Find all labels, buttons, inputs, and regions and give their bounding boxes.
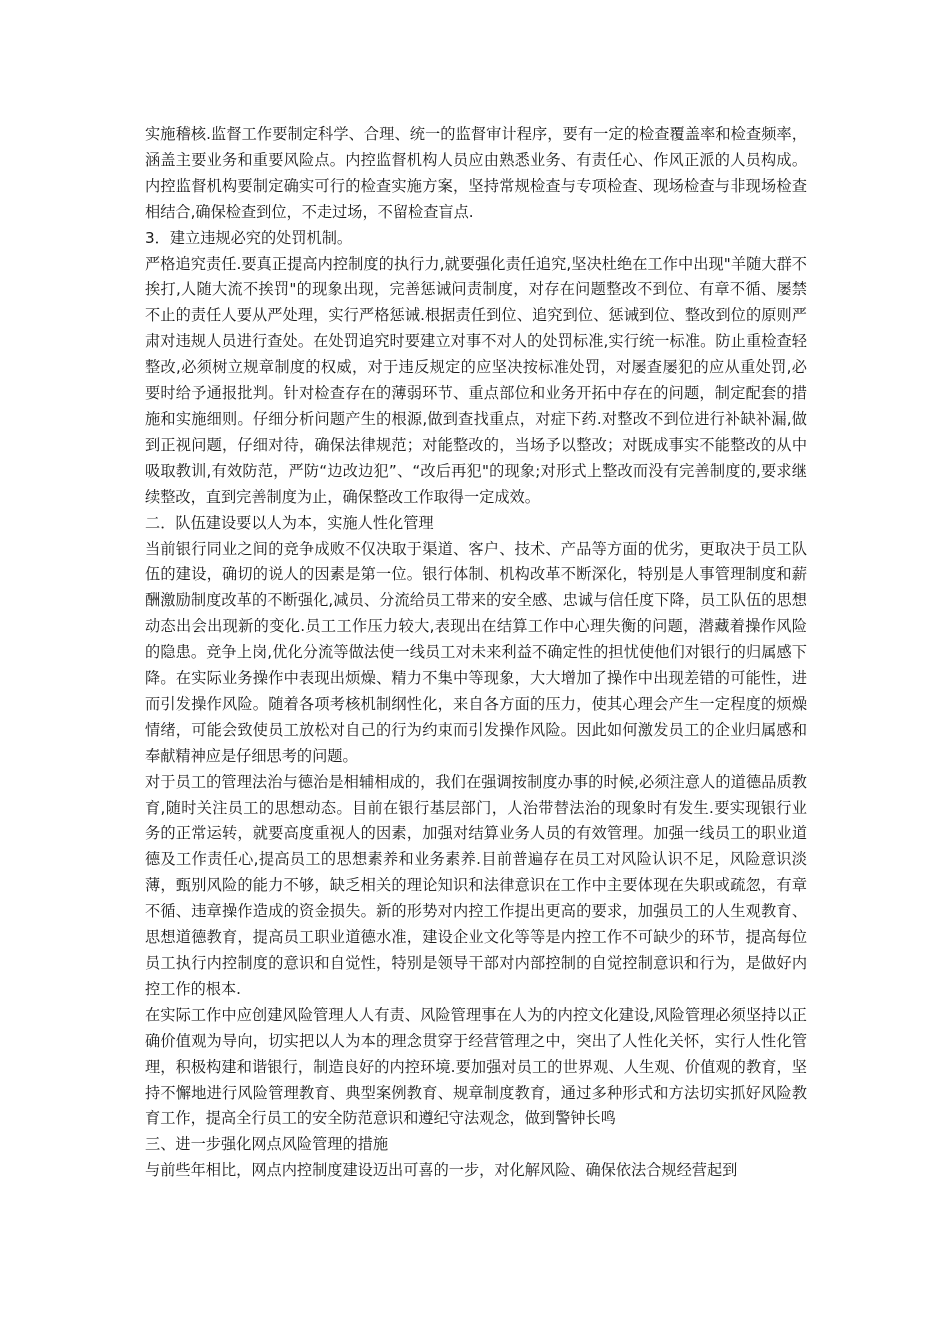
document-body xyxy=(145,122,807,1184)
heading-people-oriented: 二．队伍建设要以人为本，实施人性化管理 xyxy=(145,513,434,532)
paragraph-risk-culture: 在实际工作中应创建风险管理人人有责、风险管理事在人为的内控文化建设,风险管理必须坚持以正确价值观为导向，切实把以人为本的理念贯穿于经营管理之中，突出了人性化关怀，实行人性化管理，积极构建和谐银行，制造良好的内控环境.要加强对员工的世界观、人生观、价值观的教育，坚持不懈地进行风险管理教育、典型案例教育、规章制度教育，通过多种形式和方法切实抓好风险教育工作，提高全行员工的安全防范意识和遵纪守法观念，做到警钟长鸣 xyxy=(145,1005,807,1128)
heading-penalty-mechanism: 3．建立违规必究的处罚机制。 xyxy=(145,228,353,247)
paragraph-supervision-audit: 实施稽核.监督工作要制定科学、合理、统一的监督审计程序，要有一定的检查覆盖率和检查频率，涵盖主要业务和重要风险点。内控监督机构人员应由熟悉业务、有责任心、作风正派的人员构成。内控监督机构要制定确实可行的检查实施方案，坚持常规检查与专项检查、现场检查与非现场检查相结合,确保检查到位，不走过场，不留检查盲点. xyxy=(145,125,807,221)
heading-branch-risk-measures: 三、进一步强化网点风险管理的措施 xyxy=(145,1135,388,1154)
paragraph-branch-progress: 与前些年相比，网点内控制度建设迈出可喜的一步，对化解风险、确保依法合规经营起到 xyxy=(145,1161,738,1180)
paragraph-competition: 当前银行同业之间的竞争成败不仅决取于渠道、客户、技术、产品等方面的优劣，更取决于员工队伍的建设，确切的说人的因素是第一位。银行体制、机构改革不断深化，特别是人事管理制度和薪酬激励制度改革的不断强化,减员、分流给员工带来的安全感、忠诚与信任度下降，员工队伍的思想动态出会出现新的变化.员工工作压力较大,表现出在结算工作中心理失衡的问题，潜藏着操作风险的隐患。竞争上岗,优化分流等做法使一线员工对未来利益不确定性的担忧使他们对银行的归属感下降。在实际业务操作中表现出烦燥、精力不集中等现象，大大增加了操作中出现差错的可能性，进而引发操作风险。随着各项考核机制纲性化，来自各方面的压力，使其心理会产生一定程度的烦燥情绪，可能会致使员工放松对自己的行为约束而引发操作风险。因此如何激发员工的企业归属感和奉献精神应是仔细思考的问题。 xyxy=(145,539,807,765)
paragraph-law-and-virtue: 对于员工的管理法治与德治是相辅相成的，我们在强调按制度办事的时候,必须注意人的道德品质教育,随时关注员工的思想动态。目前在银行基层部门，人治带替法治的现象时有发生.要实现银行业务的正常运转，就要高度重视人的因素，加强对结算业务人员的有效管理。加强一线员工的职业道德及工作责任心,提高员工的思想素养和业务素养.目前普遍存在员工对风险认识不足，风险意识淡薄，甄别风险的能力不够，缺乏相关的理论知识和法律意识在工作中主要体现在失职或疏忽，有章不循、违章操作造成的资金损失。新的形势对内控工作提出更高的要求，加强员工的人生观教育、思想道德教育，提高员工职业道德水准，建设企业文化等等是内控工作不可缺少的环节，提高每位员工执行内控制度的意识和自觉性，特别是领导干部对内部控制的自觉控制意识和行为，是做好内控工作的根本. xyxy=(145,772,807,998)
paragraph-accountability: 严格追究责任.要真正提高内控制度的执行力,就要强化责任追究,坚决杜绝在工作中出现"羊随大群不挨打,人随大流不挨罚"的现象出现，完善惩诫问责制度，对存在问题整改不到位、有章不循、屡禁不止的责任人要从严处理，实行严格惩诫.根据责任到位、追究到位、惩诫到位、整改到位的原则严肃对违规人员进行查处。在处罚追究时要建立对事不对人的处罚标准,实行统一标准。防止重检查轻整改,必须树立规章制度的权威，对于违反规定的应坚决按标准处罚，对屡查屡犯的应从重处罚,必要时给予通报批判。针对检查存在的薄弱环节、重点部位和业务开拓中存在的问题，制定配套的措施和实施细则。仔细分析问题产生的根源,做到查找重点，对症下药.对整改不到位进行补缺补漏,做到正视问题，仔细对待，确保法律规范；对能整改的，当场予以整改；对既成事实不能整改的从中吸取教训,有效防范，严防“边改边犯”、“改后再犯"的现象;对形式上整改而没有完善制度的,要求继续整改，直到完善制度为止，确保整改工作取得一定成效。 xyxy=(145,254,807,506)
